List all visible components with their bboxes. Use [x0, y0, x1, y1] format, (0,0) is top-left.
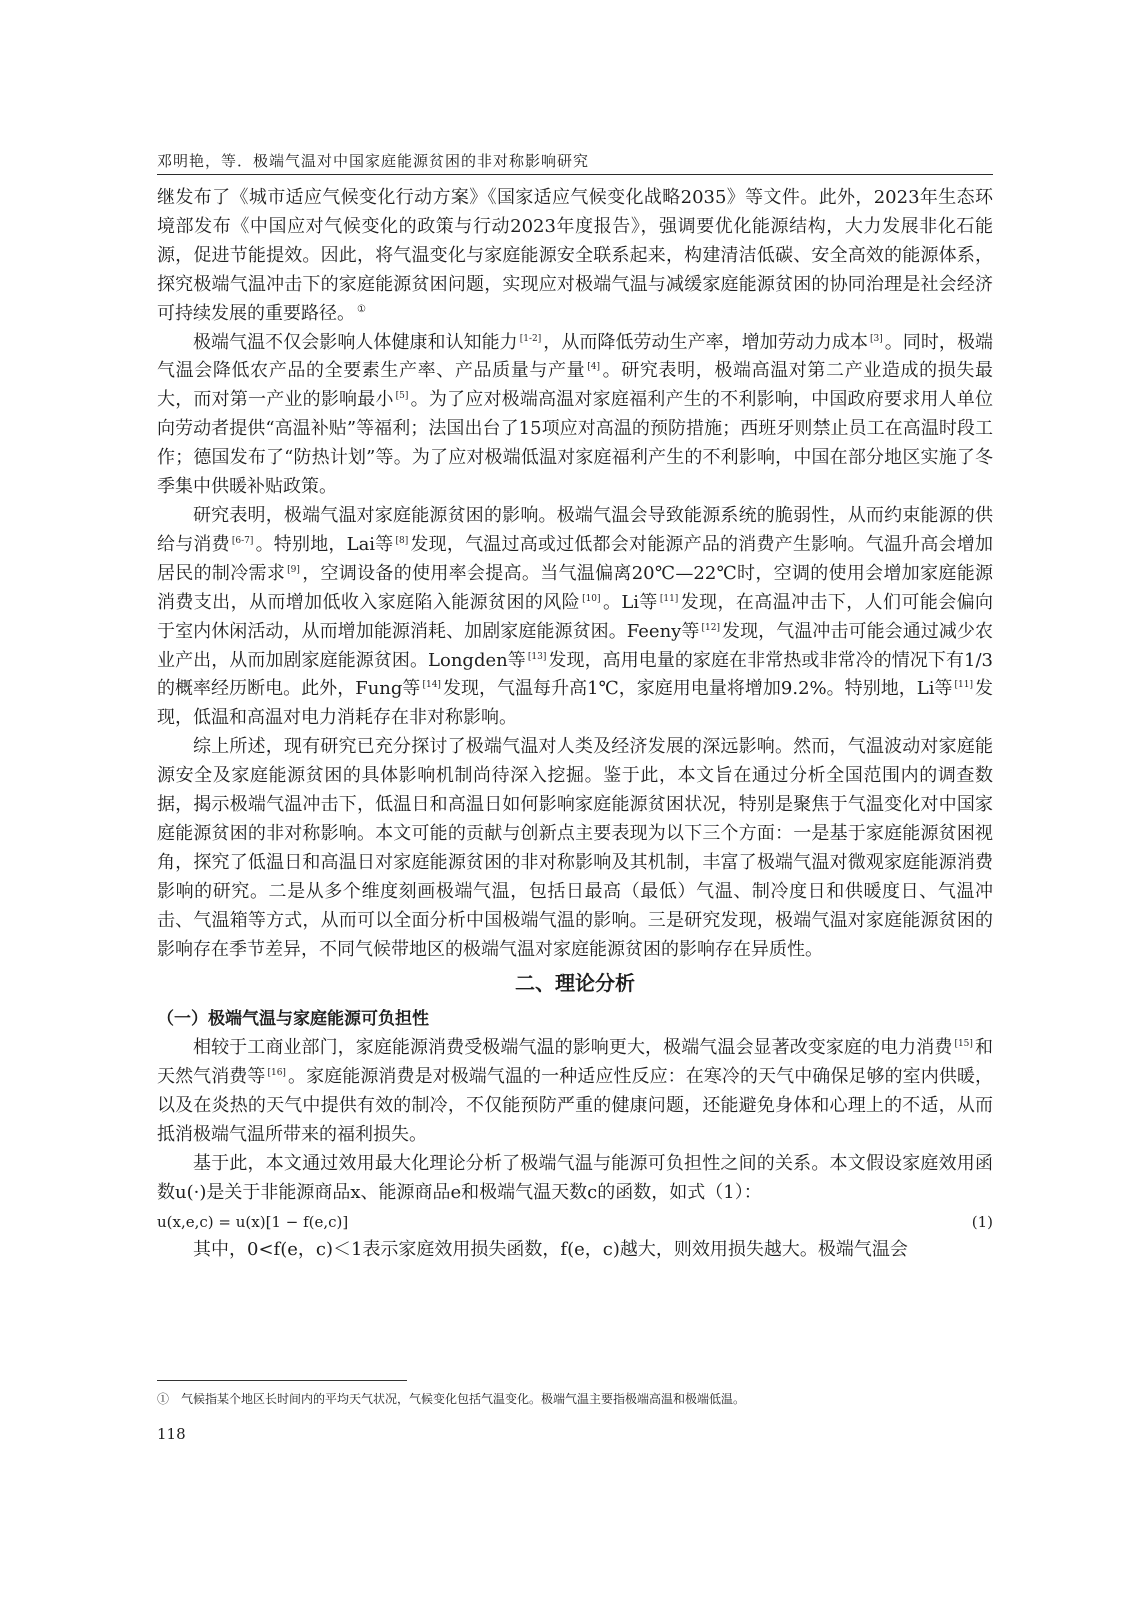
- citation: [13]: [527, 651, 547, 662]
- text-run: 发现，高用电量的家庭在非常热或非常冷的情况下有1/3的概率经历断电。此外，Fung等: [157, 649, 994, 700]
- text-run: 和天然气消费等: [157, 1037, 994, 1088]
- text-run: ，从而降低劳动生产率，增加劳动力成本: [543, 331, 869, 353]
- paragraph-7: 其中，0<f(e，c)＜1表示家庭效用损失函数，f(e，c)越大，则效用损失越大。极端气温会: [193, 1238, 908, 1260]
- text-run: 。为了应对极端高温对家庭福利产生的不利影响，中国政府要求用人单位向劳动者提供“高温补贴”等福利；法国出台了15项应对高温的预防措施；西班牙则禁止员工在高温时段工作；德国发布了“防热计划”等。为了应对极端低温对家庭福利产生的不利影响，中国在部分地区实施了冬季集中供暖补贴政策。: [157, 389, 993, 498]
- text-run: 发现，气温冲击可能会通过减少农业产出，从而加剧家庭能源贫困。Longden等: [157, 620, 993, 671]
- text-run: 研究表明，极端气温对家庭能源贫困的影响。极端气温会导致能源系统的脆弱性，从而约束能源的供给与消费: [157, 504, 993, 555]
- body-text: [157, 184, 993, 1265]
- text-run: 。同时，极端气温会降低农产品的全要素生产率、产品质量与产量: [157, 331, 994, 382]
- citation: [4]: [587, 362, 600, 373]
- citation: [9]: [287, 564, 300, 575]
- footnote-marker: ①: [357, 303, 366, 315]
- citation: [3]: [870, 333, 883, 344]
- text-run: 极端气温不仅会影响人体健康和认知能力: [193, 331, 518, 353]
- text-run: 。家庭能源消费是对极端气温的一种适应性反应：在寒冷的天气中确保足够的室内供暖，以及在炎热的天气中提供有效的制冷，不仅能预防严重的健康问题，还能避免身体和心理上的不适，从而抵消极端气温所带来的福利损失。: [157, 1066, 993, 1146]
- text-run: 。Li等: [602, 591, 658, 613]
- equation-row: [157, 1208, 993, 1236]
- citation: [5]: [395, 391, 409, 402]
- text-run: 发现，在高温冲击下，人们可能会偏向于室内休闲活动，从而增加能源消耗、加剧家庭能源贫困。Feeny等: [157, 591, 994, 642]
- citation: [11]: [659, 593, 679, 604]
- text-run: 。特别地，Lai等: [255, 533, 394, 555]
- footnote: ① 气候指某个地区长时间内的平均天气状况，气候变化包括气温变化。极端气温主要指极端高温和极端低温。: [157, 1392, 746, 1406]
- paragraph-2: [157, 329, 993, 502]
- citation: [12]: [701, 622, 720, 633]
- citation: [10]: [582, 593, 601, 604]
- citation: [11]: [954, 680, 973, 691]
- subsection-title: （一）极端气温与家庭能源可负担性: [157, 1009, 429, 1030]
- citation: [8]: [395, 535, 409, 546]
- text-run: 相较于工商业部门，家庭能源消费受极端气温的影响更大，极端气温会显著改变家庭的电力消费: [193, 1037, 953, 1059]
- paragraph-4: 综上所述，现有研究已充分探讨了极端气温对人类及经济发展的深远影响。然而，气温波动对家庭能源安全及家庭能源贫困的具体影响机制尚待深入挖掘。鉴于此，本文旨在通过分析全国范围内的调查数据，揭示极端气温冲击下，低温日和高温日如何影响家庭能源贫困状况，特别是聚焦于气温变化对中国家庭能源贫困的非对称影响。本文可能的贡献与创新点主要表现为以下三个方面：一是基于家庭能源贫困视角，探究了低温日和高温日对家庭能源贫困的非对称影响及其机制，丰富了极端气温对微观家庭能源消费影响的研究。二是从多个维度刻画极端气温，包括日最高（最低）气温、制冷度日和供暖度日、气温冲击、气温箱等方式，从而可以全面分析中国极端气温的影响。三是研究发现，极端气温对家庭能源贫困的影响存在季节差异，不同气候带地区的极端气温对家庭能源贫困的影响存在异质性。: [157, 736, 993, 960]
- text-run: ，空调设备的使用率会提高。当气温偏离20℃—22℃时，空调的使用会增加家庭能源消费支出，从而增加低收入家庭陷入能源贫困的风险: [157, 562, 994, 613]
- paragraph-6: 基于此，本文通过效用最大化理论分析了极端气温与能源可负担性之间的关系。本文假设家庭效用函数u(·)是关于非能源商品x、能源商品e和极端气温天数c的函数，如式（1）：: [157, 1153, 993, 1203]
- text-run: 。研究表明，极端高温对第二产业造成的损失最大，而对第一产业的影响最小: [157, 360, 994, 411]
- citation: [16]: [267, 1068, 286, 1079]
- citation: [14]: [422, 680, 441, 691]
- text-run: 发现，气温过高或过低都会对能源产品的消费产生影响。气温升高会增加居民的制冷需求: [157, 533, 993, 584]
- citation: [1-2]: [519, 333, 542, 344]
- equation: u(x,e,c) = u(x)[1 − f(e,c)]: [157, 1212, 349, 1231]
- equation-number: (1): [971, 1212, 993, 1231]
- text-run: 发现，气温每升高1℃，家庭用电量将增加9.2%。特别地，Li等: [442, 678, 953, 700]
- footnote-rule: [157, 1380, 407, 1381]
- header-rule: [157, 174, 993, 175]
- section-title: 二、理论分析: [515, 971, 635, 996]
- text-run: 发现，低温和高温对电力消耗存在非对称影响。: [157, 678, 994, 729]
- paragraph-5: [157, 1034, 993, 1150]
- citation: [15]: [954, 1039, 973, 1050]
- paragraph-1: [157, 184, 993, 329]
- paragraph-1-text: 继发布了《城市适应气候变化行动方案》《国家适应气候变化战略2035》等文件。此外，2023年生态环境部发布《中国应对气候变化的政策与行动2023年度报告》，强调要优化能源结构，大力发展非化石能源，促进节能提效。因此，将气温变化与家庭能源安全联系起来，构建清洁低碳、安全高效的能源体系，探究极端气温冲击下的家庭能源贫困问题，实现应对极端气温与减缓家庭能源贫困的协同治理是社会经济可持续发展的重要路径。: [157, 187, 993, 324]
- page-number: 118: [157, 1425, 186, 1443]
- running-title: 邓明艳，等．极端气温对中国家庭能源贫困的非对称影响研究: [157, 152, 590, 170]
- paragraph-3: [157, 502, 993, 733]
- citation: [6-7]: [231, 535, 254, 546]
